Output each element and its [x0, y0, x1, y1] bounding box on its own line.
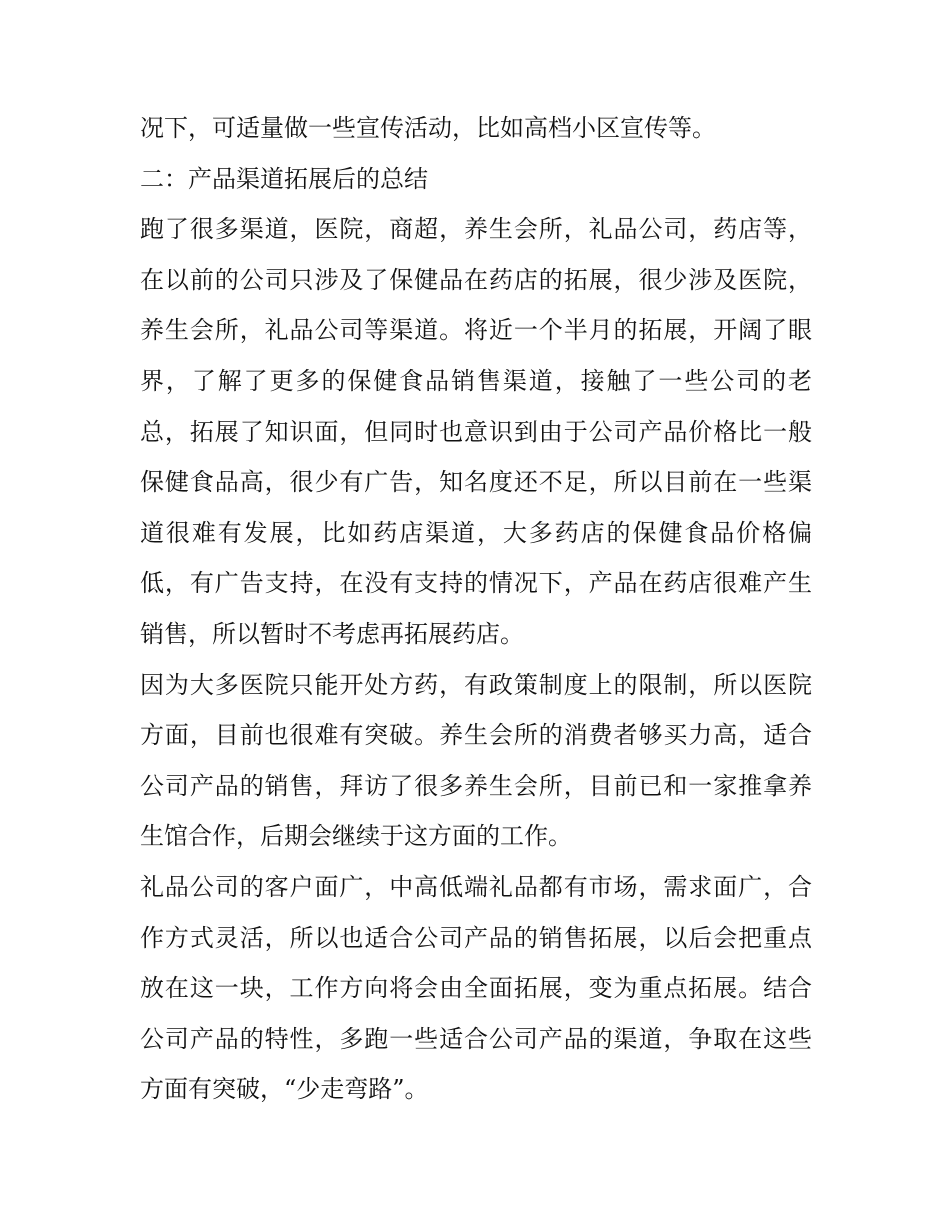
text-line-15: 生馆合作，后期会继续于这方面的工作。	[140, 822, 572, 851]
text-line-4: 在以前的公司只涉及了保健品在药店的拓展，很少涉及医院，	[140, 265, 812, 294]
text-line-10: 低，有广告支持，在没有支持的情况下，产品在药店很难产生	[140, 569, 812, 598]
text-line-8: 保健食品高，很少有广告，知名度还不足，所以目前在一些渠	[140, 468, 812, 497]
text-line-14: 公司产品的销售，拜访了很多养生会所，目前已和一家推拿养	[140, 771, 812, 800]
text-line-11: 销售，所以暂时不考虑再拓展药店。	[140, 619, 524, 648]
text-line-7: 总，拓展了知识面，但同时也意识到由于公司产品价格比一般	[140, 417, 812, 446]
text-line-20: 方面有突破，“少走弯路”。	[140, 1075, 429, 1104]
text-line-16: 礼品公司的客户面广，中高低端礼品都有市场，需求面广，合	[140, 872, 812, 901]
text-line-3: 跑了很多渠道，医院，商超，养生会所，礼品公司，药店等，	[140, 215, 812, 244]
text-line-12: 因为大多医院只能开处方药，有政策制度上的限制，所以医院	[140, 670, 812, 699]
text-line-13: 方面，目前也很难有突破。养生会所的消费者够买力高，适合	[140, 721, 812, 750]
text-line-1: 况下，可适量做一些宣传活动，比如高档小区宣传等。	[140, 114, 716, 142]
text-line-18: 放在这一块，工作方向将会由全面拓展，变为重点拓展。结合	[140, 974, 812, 1003]
text-line-17: 作方式灵活，所以也适合公司产品的销售拓展，以后会把重点	[140, 923, 812, 952]
text-line-5: 养生会所，礼品公司等渠道。将近一个半月的拓展，开阔了眼	[140, 316, 812, 345]
body-text	[140, 103, 812, 1115]
text-line-9: 道很难有发展，比如药店渠道，大多药店的保健食品价格偏	[140, 518, 812, 547]
text-line-19: 公司产品的特性，多跑一些适合公司产品的渠道，争取在这些	[140, 1024, 812, 1053]
section-heading: 二：产品渠道拓展后的总结	[140, 164, 428, 193]
text-line-6: 界，了解了更多的保健食品销售渠道，接触了一些公司的老	[140, 366, 812, 395]
